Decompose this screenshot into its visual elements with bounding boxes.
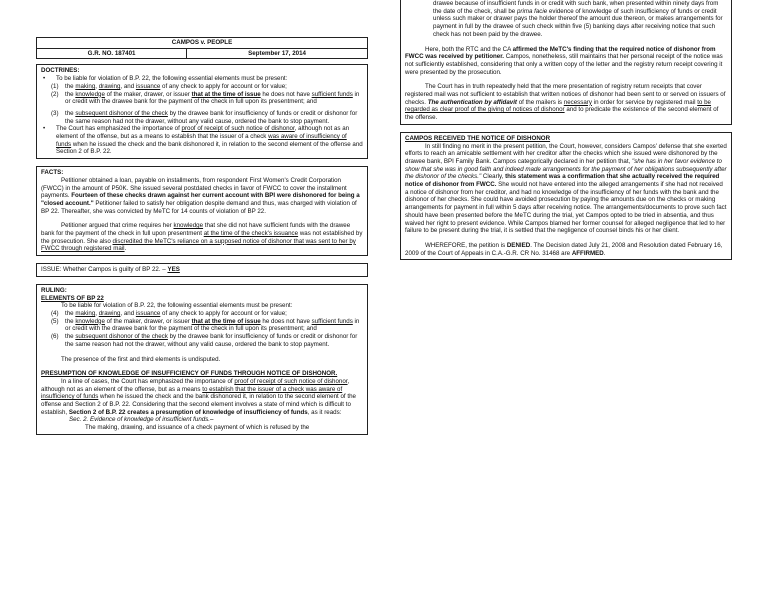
left-column [36,0,368,435]
doctrine-bullet-1 [41,75,363,83]
case-header-table [36,37,368,59]
campos-heading: CAMPOS RECEIVED THE NOTICE OF DISHONOR [405,134,551,142]
facts-paragraph-2: Petitioner argued that crime requires her knowledge that she did not have sufficient funds with the drawee bank for the payment of the check in full upon presentment at the time of the check's issuance was not established by the prosecution. She also discredited the MeTC's reliance on a supposed notice of dishonor that was sent to her by FWCC through registered mail. [41,222,363,253]
issue-text: ISSUE: Whether Campos is guilty of BP 22. – YES [41,266,180,274]
facts-box [36,166,368,256]
doctrine-bullet-2: • The Court has emphasized the importance of proof of receipt of such notice of dishonor, although not as an element of the offense, but as a means to establish that the issuer of a check was aware of insufficiency of funds when he issued the check and the bank dishonored it, in relation to the second element of the offense and Section 2 of B.P. 22. [43,125,363,156]
facts-paragraph-1: Petitioner obtained a loan, payable on installments, from respondent First Women's Credit Corporation (FWCC) in the amount of P50K. She issued several postdated checks in favor of FWCC to cover the installment payments. Fourteen of these checks drawn against her current account with BPI were dishonored for being a "closed account." Petitioner failed to satisfy her obligation despite demand and thus, was charged with violation of BP 22. Thereafter, she was convicted by MeTC for 14 counts of violation of BP 22. [41,176,360,215]
presumption-heading: PRESUMPTION OF KNOWLEDGE OF INSUFFICIENCY OF FUNDS THROUGH NOTICE OF DISHONOR. [41,370,338,378]
ruling-element-4: (4) the making, drawing, and issuance of any check to apply for account or for value; [51,309,287,317]
ruling-element-6: (6) the subsequent dishonor of the check by the drawee bank for insufficiency of funds or credit or dishonor for the same reason had not the drawer, without any valid cause, ordered the bank to stop payment. [51,333,358,348]
doctrine-element-2: (2) the knowledge of the maker, drawer, or issuer that at the time of issue he does not have sufficient funds in or credit with the drawee bank for the payment of the check in full upon its presentment; and [51,90,360,106]
ruling-paragraph-rtc-ca: Here, both the RTC and the CA affirmed the MeTC's finding that the required notice of dishonor from FWCC was received by petitioner. Campos, nonetheless, still maintains that her personal receipt of the notice was not sufficiently established, considering that only a written copy of the letter and the registry return receipt covering it were presented by the prosecution. [405,45,723,76]
doctrines-box [36,64,368,159]
facts-heading: FACTS: [41,169,64,177]
section-2-title: Sec. 2. Evidence of knowledge of insufficient funds.– [69,416,214,424]
doctrine-bullet-1-text: To be liable for violation of B.P. 22, the following essential elements must be present: [56,75,288,83]
case-title: CAMPOS v. PEOPLE [37,38,368,49]
section-2-text: The making, drawing, and issuance of a check payment of which is refused by the [85,424,310,432]
section-2-continued: drawee because of insufficient funds in or credit with such bank, when presented within ninety days from the date of the check, shall be prima facie evidence of knowledge of such insufficiency of funds or credit unless such maker or drawer pays the holder thereof the amount due thereon, or makes arrangements for payment in full by the drawee of such check within five (5) banking days after receiving notice that such check has not been paid by the drawee. [433,0,723,38]
presumption-paragraph: In a line of cases, the Court has emphasized the importance of proof of receipt of such notice of dishonor, although not as an element of the offense, but as a means to establish that the issuer of a check was aware of insufficiency of funds when he issued the check and the bank dishonored it, in relation to the second element of the offense and Section 2 of B.P. 22. Considering that the second element involves a state of mind which is difficult to establish, Section 2 of B.P. 22 creates a presumption of knowledge of insufficiency of funds, as it reads: [41,377,356,416]
ruling-continued-box-2 [400,132,732,261]
presence-statement: The presence of the first and third elements is undisputed. [61,355,221,363]
doctrine-element-3: (3) the subsequent dishonor of the check by the drawee bank for insufficiency of funds or credit or dishonor for the same reason had not the drawer, without any valid cause, ordered the bank to stop payment. [51,109,358,125]
bullet-icon: • [43,75,46,83]
ruling-element-5: (5) the knowledge of the maker, drawer, or issuer that at the time of issue he does not have sufficient funds in or credit with the drawee bank for the payment of the check in full upon its presentment; and [51,317,360,333]
issue-box [36,263,368,277]
right-column [400,0,732,267]
doctrines-heading: DOCTRINES: [41,67,80,75]
issue-answer: YES [167,266,180,274]
doctrine-element-1: (1) the making, drawing, and issuance of any check to apply for account or for value; [51,82,287,90]
ruling-paragraph-registry: The Court has in truth repeatedly held that the mere presentation of registry return receipts that cover registered mail was not sufficient to establish that written notices of dishonor had been sent to or served on issuers of checks. The authentication by affidavit of the mailers is necessary in order for service by registered mail to be regarded as clear proof of the giving of notices of dishonor and to predicate the existence of the second element of the offense. [405,83,726,122]
decision-date: September 17, 2014 [187,48,368,59]
campos-paragraph: In still finding no merit in the present petition, the Court, however, considers Campos' defense that she exerted efforts to reach an amicable settlement with her creditor after the checks which she issued were dishonored by the drawee bank, BPI Family Bank. Campos categorically declared in her petition that, "she has in her favor evidence to show that she was in good faith and indeed made arrangements for the payment of her obligations subsequently after the dishonor of the checks." Clearly, this statement was a confirmation that she actually received the required notice of dishonor from FWCC. She would not have entered into the alleged arrangements if she had not received a notice of dishonor from her creditor, and had no knowledge of the insufficiency of her funds with the bank and the dishonor of her checks. She could have avoided prosecution by paying the amounts due on the checks or making arrangements for payment in full within 5 days after receiving notice. The arrangements/documents to prove such fact should have been presented before the MeTC during the trial, yet Campos opted to be tried in absentia, and thus waived her right to present evidence. While Campos blamed her former counsel for alleged negligence that led to her failure to be present during the trial, it is settled that the negligence of counsel binds his or her client. [405,142,727,235]
elements-subheading: ELEMENTS OF BP 22 [41,294,104,302]
ruling-heading: RULING: [41,286,67,294]
wherefore-paragraph: WHEREFORE, the petition is DENIED. The Decision dated July 21, 2008 and Resolution dated February 16, 2009 of the Court of Appeals in C.A.-G.R. CR No. 31468 are AFFIRMED. [405,241,723,257]
ruling-intro: To be liable for violation of B.P. 22, the following essential elements must be present: [61,302,293,310]
gr-number: G.R. NO. 187401 [37,48,187,59]
ruling-continued-box-1 [400,0,732,125]
ruling-box [36,284,368,435]
bullet-icon: • [43,125,46,133]
